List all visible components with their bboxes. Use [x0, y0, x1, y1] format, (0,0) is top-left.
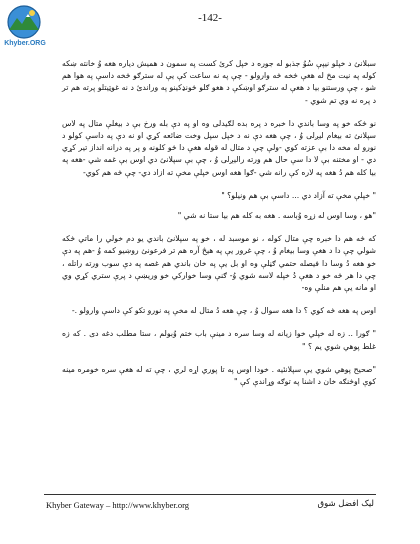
paragraph: که څه هم دا خبره چې متال کوله ، نو موسبد له ، خو په سپلانئ باندي يو دم خولي را ماتي څکه شولي چې دا د هغې وسا بیغام وُ ، چې غرور يې په هيڅ آره هم تر فرعونئ روښيو کمه وُ -هم په دې خو هغه دُ وسا دا فيصله حتمي ګڼلې وه او بل يې په خان باندي هم غصه په دې سوب ورته راتله ، چې دا هر څه خو د هغې دُ خپله لاسه شوي وُ- ګنې وسا خوارکي خو وريښې د پرې ستري کړي وي او مانه يې هم منلې وه- — [62, 234, 376, 293]
logo-text: Khyber.ORG — [4, 40, 46, 47]
footer-author: ليک افضل شوق — [317, 499, 374, 509]
paragraph: اوس په هغه څه کوي ؟ دا هغه سوال وُ ، چې هغه دُ متال له مخې په نورو تکو کې داسې وارولو .- — [71, 306, 376, 316]
dialogue-line: "هو ، وسا اوس له زړه وُباسه . هغه به کله هم بيا ستا نه شي " — [177, 211, 376, 221]
page-body — [62, 58, 376, 399]
footer-source: Khyber Gateway – http://www.khyber.org — [46, 500, 190, 510]
paragraph: نو څکه خو په وسا باندي دا خبره د پره بده لګيدلی وه او په دې بله ورخ بې د بيغلې متال په لاس سپلانئ ته بيغام ليږلی وُ ، چې هغه دې نه د خپل سپل وخت ضائعه کړي او نه دې په داسې کولو د نورو له مخه دا بې عزته کوي -ولې چې د متال له قوله هغې دا څو کلونه و پر په درانه انداز تیر کړي دي - او مختنه بې لا دا سې حال هم ورته راليږلی وُ ، چې بې سپلانئ دي اوس بې غمه شي -هغه په بيا کله هم دُ هغه په لاره کې رانه شي -ګوا هغه اوس خپلې مخې ته ازاد دي- چې څه هم کوي- — [62, 118, 376, 177]
dialogue-line: " ګورا .. زه له خپلي خوا زيانه له وسا سره د مينې باب ختم وُبولم ، ستا مطلب دغه دی . که زه غلط پوهي شوي يم ؟ " — [62, 329, 376, 351]
page-number: -142- — [198, 12, 222, 24]
dialogue-line: "صحيح پوهي شوي يې سپلانئيه . خودا اوس په تا پوري اړه لري ، چې ته له هغې سره خومره مینه کوې اوڅنګه خان د اشنا په توګه وړاندې کې " — [62, 364, 376, 387]
footer-divider — [44, 494, 376, 495]
dialogue-line: " خپلې مخې ته آزاد دي ... داسې بې هم ونيلو؟ " — [221, 190, 376, 200]
paragraph: سبلانئ د خپلو نيپې سُوُ جذبو له جوره د خپل کرئ کست په سمون د همیش دیاره هغه وُ خانته ښکه کوله په نيت مخ له هغې څخه څه وارولو - چې په نه ساعت کې يې له سترګو څخه داسې په هوا هم شو ، چې ورستنو بيا د هغې له سترګو اوښکې د هغو ګلو څونډکينو په وراندئ د نه غوټيتلو پرته هم تر د پره نه وي تم شوي - — [62, 59, 376, 105]
